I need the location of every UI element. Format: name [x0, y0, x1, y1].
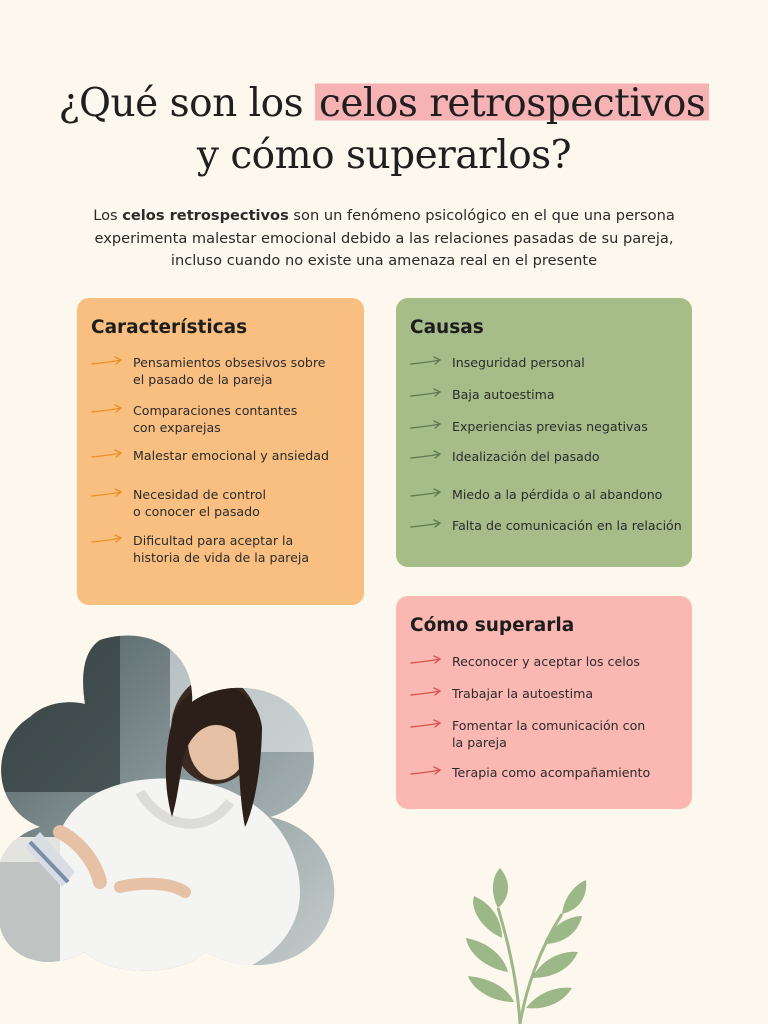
arrow-right-icon [410, 766, 442, 778]
causas-item-line: Miedo a la pérdida o al abandono [452, 487, 663, 502]
superarla-title: Cómo superarla [410, 615, 575, 636]
arrow-right-icon [410, 488, 442, 500]
caracteristicas-card [77, 298, 364, 605]
causas-item-text [452, 517, 682, 534]
superarla-item-line: Fomentar la comunicación con [452, 718, 646, 733]
causas-item-experiencias-previas [410, 418, 682, 435]
caracteristicas-item-line: Dificultad para aceptar la [133, 533, 294, 548]
causas-title: Causas [410, 317, 484, 338]
page-title [0, 78, 768, 182]
causas-item-falta-comunicacion [410, 517, 682, 534]
superarla-item-text [452, 653, 682, 670]
intro-post: son un fenómeno psicológico en el que una persona experimenta malestar emocional debido a las relaciones pasadas de su pareja, incluso cuando no existe una amenaza real en el presente [94, 207, 675, 269]
causas-item-idealizacion-pasado [410, 448, 682, 465]
caracteristicas-item-line: o conocer el pasado [133, 504, 260, 519]
caracteristicas-item-line: Malestar emocional y ansiedad [133, 448, 329, 463]
arrow-right-icon [91, 488, 123, 500]
superarla-item-line: la pareja [452, 735, 507, 750]
caracteristicas-item-line: Comparaciones contantes [133, 403, 298, 418]
arrow-right-icon [410, 687, 442, 699]
causas-item-inseguridad-personal [410, 354, 682, 371]
causas-item-text [452, 418, 682, 435]
caracteristicas-item-comparaciones-contantes [91, 402, 354, 436]
superarla-item-terapia-acompanamiento [410, 764, 682, 781]
arrow-right-icon [410, 519, 442, 531]
caracteristicas-item-malestar-emocional [91, 447, 354, 464]
superarla-item-text [452, 717, 682, 751]
causas-card [396, 298, 692, 567]
caracteristicas-item-line: con exparejas [133, 420, 221, 435]
caracteristicas-item-text [133, 354, 354, 388]
arrow-right-icon [410, 450, 442, 462]
superarla-item-line: Reconocer y aceptar los celos [452, 654, 640, 669]
caracteristicas-item-text [133, 402, 354, 436]
causas-item-text [452, 448, 682, 465]
caracteristicas-item-pensamientos-obsesivos [91, 354, 354, 388]
intro-bold: celos retrospectivos [122, 207, 289, 224]
caracteristicas-item-text [133, 486, 354, 520]
superarla-item-text [452, 685, 682, 702]
causas-item-miedo-perdida [410, 486, 682, 503]
intro-pre: Los [93, 207, 123, 224]
causas-item-line: Baja autoestima [452, 387, 555, 402]
arrow-right-icon [410, 655, 442, 667]
causas-item-baja-autoestima [410, 386, 682, 403]
woman-photo [0, 632, 340, 974]
causas-item-line: Falta de comunicación en la relación [452, 518, 682, 533]
caracteristicas-item-text [133, 447, 354, 464]
plant-decoration-icon [440, 868, 600, 1024]
arrow-right-icon [91, 449, 123, 461]
title-line1-pre: ¿Qué son los [58, 81, 315, 126]
intro-paragraph [68, 205, 700, 273]
superarla-item-reconocer-aceptar [410, 653, 682, 670]
arrow-right-icon [410, 420, 442, 432]
superarla-item-line: Terapia como acompañamiento [452, 765, 651, 780]
superarla-item-trabajar-autoestima [410, 685, 682, 702]
caracteristicas-item-necesidad-control [91, 486, 354, 520]
caracteristicas-item-line: Pensamientos obsesivos sobre [133, 355, 326, 370]
superarla-item-fomentar-comunicacion [410, 717, 682, 751]
causas-item-text [452, 386, 682, 403]
causas-item-line: Idealización del pasado [452, 449, 600, 464]
arrow-right-icon [91, 404, 123, 416]
caracteristicas-item-line: el pasado de la pareja [133, 372, 273, 387]
superarla-item-text [452, 764, 682, 781]
arrow-right-icon [410, 356, 442, 368]
caracteristicas-item-line: Necesidad de control [133, 487, 267, 502]
arrow-right-icon [410, 719, 442, 731]
caracteristicas-item-line: historia de vida de la pareja [133, 550, 310, 565]
causas-item-text [452, 486, 682, 503]
causas-item-line: Inseguridad personal [452, 355, 585, 370]
caracteristicas-title: Características [91, 317, 248, 338]
causas-item-text [452, 354, 682, 371]
arrow-right-icon [91, 534, 123, 546]
title-line2: y cómo superarlos? [196, 133, 572, 178]
superarla-card [396, 596, 692, 809]
arrow-right-icon [91, 356, 123, 368]
arrow-right-icon [410, 388, 442, 400]
caracteristicas-item-text [133, 532, 354, 566]
superarla-item-line: Trabajar la autoestima [452, 686, 594, 701]
caracteristicas-item-dificultad-aceptar [91, 532, 354, 566]
title-highlight: celos retrospectivos [315, 81, 709, 126]
causas-item-line: Experiencias previas negativas [452, 419, 648, 434]
